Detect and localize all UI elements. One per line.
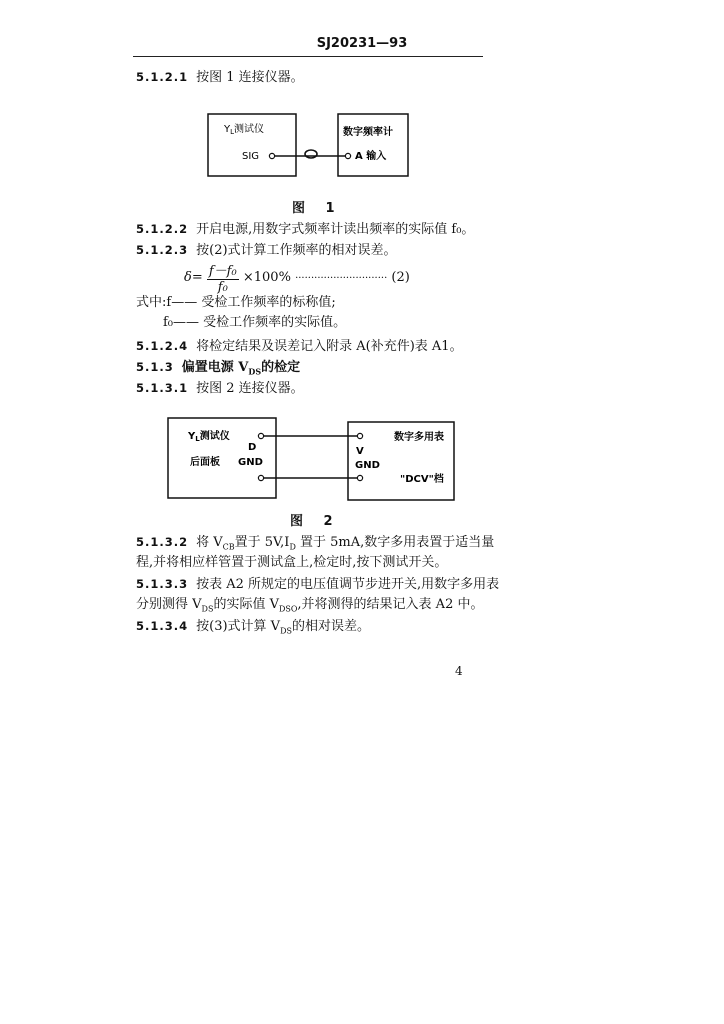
formula-2	[184, 260, 410, 295]
fig2-gnd-connector-left	[258, 475, 263, 480]
clause-5-1-2-3: 5.1.2.3 按(2)式计算工作频率的相对误差。	[136, 243, 397, 258]
fig2-d-port-label: D	[248, 442, 257, 453]
fig1-right-title: 数字频率计	[343, 127, 393, 138]
formula-fraction	[207, 260, 239, 295]
fig2-dcv-range-label: "DCV"档	[400, 474, 444, 485]
formula-numerator: f－f₀	[208, 264, 237, 279]
clause-5-1-3-2-line-1: 5.1.3.2 将 $V_{CB}$置于 $5V,I_D$ 置于 5mA,数字多用表置于适当量	[136, 535, 495, 552]
fig2-right-gnd-label: GND	[355, 460, 380, 471]
formula-denominator: f₀	[207, 279, 239, 295]
fig2-rear-panel-label: 后面板	[190, 457, 220, 468]
fig2-d-connector	[258, 433, 263, 438]
page-number: 4	[455, 664, 463, 678]
fig1-left-title: $Y_L$测试仪	[224, 124, 265, 136]
formula-rhs: ×100%	[242, 270, 291, 285]
where-line-1: 式中:f—— 受检工作频率的标称值;	[136, 295, 336, 310]
fig2-left-title: $Y_L$测试仪	[188, 431, 230, 443]
figure-2-diagram	[160, 412, 470, 504]
figure-2-caption: 图 2	[290, 514, 341, 529]
clause-5-1-3-3-line-1: 5.1.3.3 按表 A2 所规定的电压值调节步进开关,用数字多用表	[136, 577, 500, 592]
standard-code-header: SJ20231—93	[316, 36, 408, 51]
figure-1-caption: 图 1	[292, 201, 343, 216]
fig1-a-connector	[345, 153, 350, 158]
fig1-sig-connector	[269, 153, 274, 158]
fig1-sig-port-label: SIG	[242, 151, 260, 162]
fig1-cable-coil	[305, 150, 317, 158]
fig2-right-title: 数字多用表	[394, 432, 444, 443]
fig1-a-input-label: A 输入	[355, 151, 387, 162]
fig2-gnd-port-label: GND	[238, 457, 263, 468]
clause-5-1-2-2: 5.1.2.2 开启电源,用数字式频率计读出频率的实际值 f₀。	[136, 222, 475, 237]
clause-5-1-3-1: 5.1.3.1 按图 2 连接仪器。	[136, 381, 304, 396]
frequency-counter-box	[338, 114, 408, 176]
clause-5-1-3-3-line-2: 分别测得 $V_{DS}$的实际值 $V_{DSO}$,并将测得的结果记入表 A2 中。	[136, 597, 484, 614]
clause-5-1-2-4: 5.1.2.4 将检定结果及误差记入附录 A(补充件)表 A1。	[136, 339, 463, 354]
clause-5-1-3-4: 5.1.3.4 按(3)式计算 $V_{DS}$的相对误差。	[136, 619, 370, 636]
header-rule	[133, 56, 483, 57]
formula-leader: ·····························	[295, 273, 388, 284]
formula-lhs: δ=	[184, 270, 203, 285]
formula-equation-number: (2)	[391, 270, 410, 285]
clause-5-1-2-1: 5.1.2.1 按图 1 连接仪器。	[136, 70, 304, 85]
fig2-v-port-label: V	[356, 446, 364, 457]
clause-5-1-3-heading: 5.1.3 偏置电源 $V_{DS}$的检定	[136, 360, 301, 377]
figure-1-diagram	[200, 108, 420, 184]
clause-5-1-3-2-line-2: 程,并将相应样管置于测试盒上,检定时,按下测试开关。	[136, 555, 448, 570]
fig2-v-connector	[357, 433, 362, 438]
fig2-gnd-connector-right	[357, 475, 362, 480]
where-line-2: f₀—— 受检工作频率的实际值。	[163, 315, 347, 330]
